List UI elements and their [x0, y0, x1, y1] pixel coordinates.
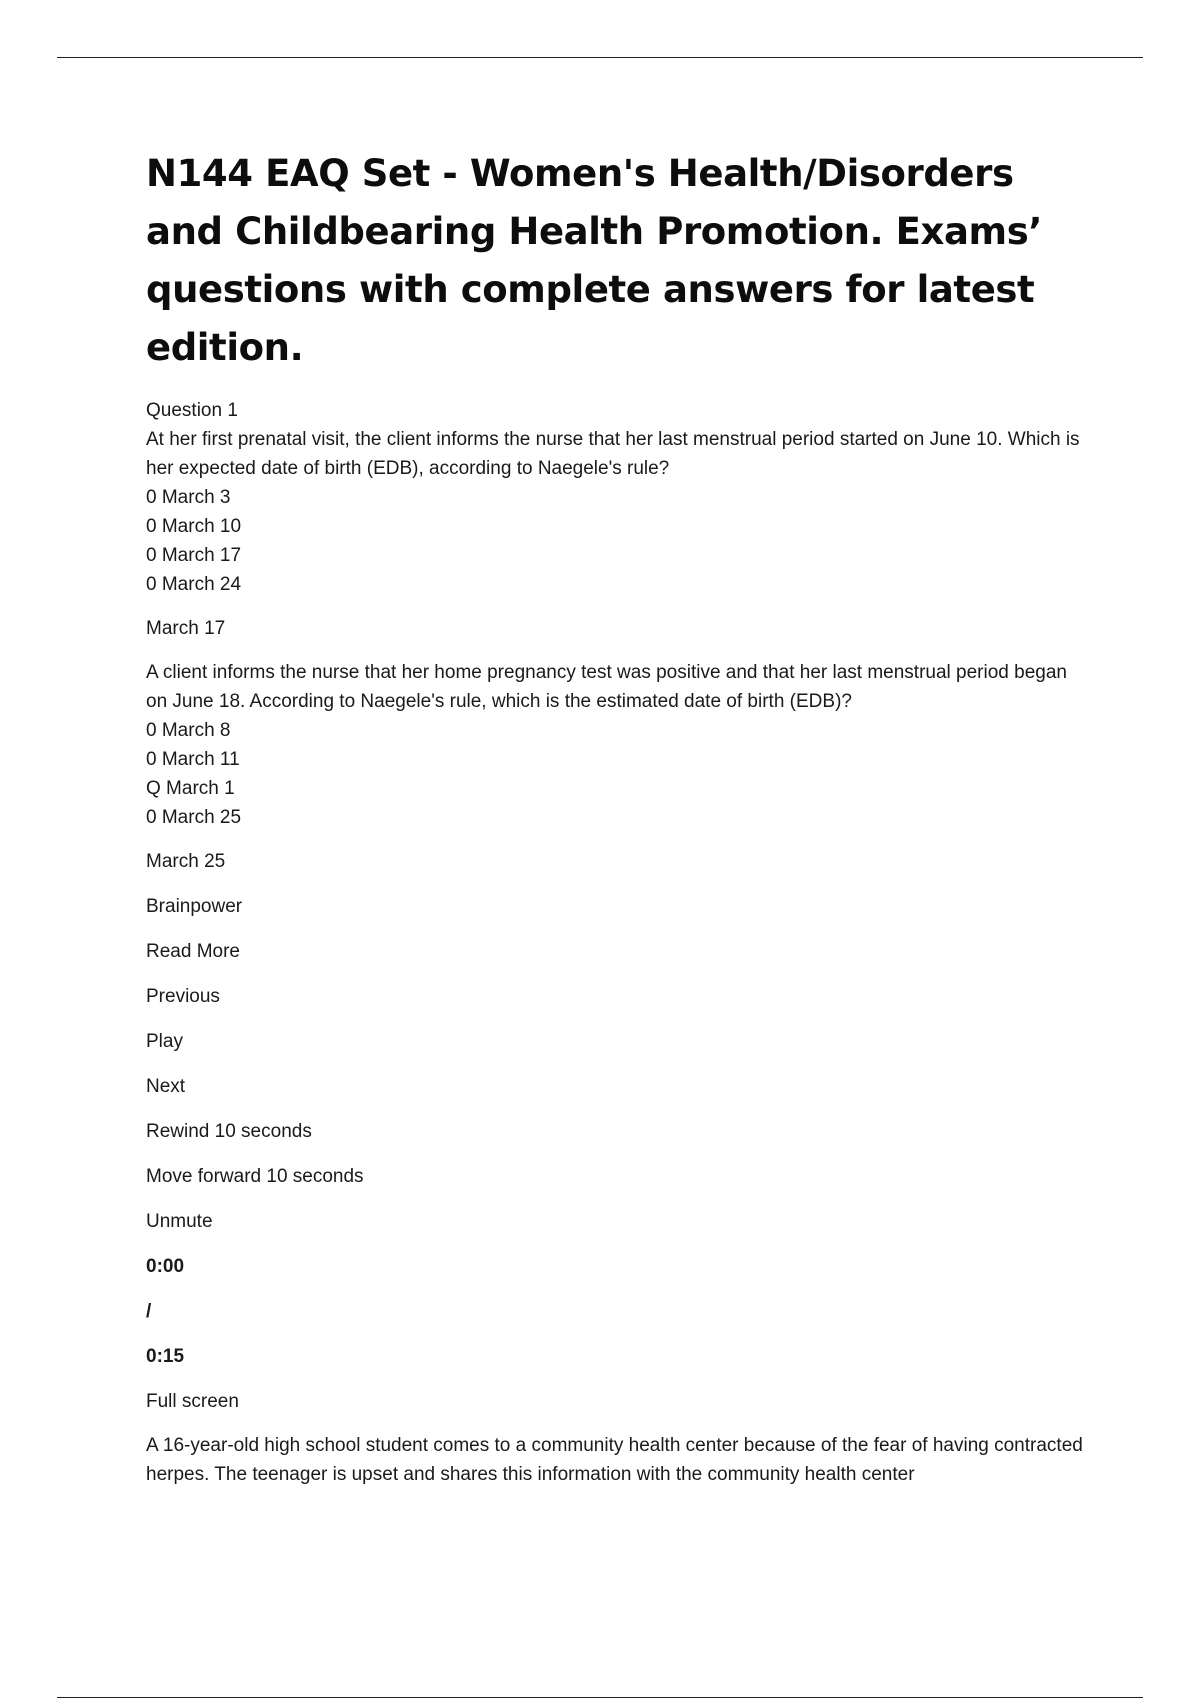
player-brand: Brainpower — [146, 896, 243, 917]
forward-button[interactable]: Move forward 10 seconds — [146, 1166, 364, 1187]
next-button[interactable]: Next — [146, 1076, 186, 1097]
question-1-answer: March 17 — [146, 618, 226, 639]
read-more-link[interactable]: Read More — [146, 941, 240, 962]
trailing-paragraph: A 16-year-old high school student comes to a community health center because of the fear of having contracted herpes. The teenager is upset and shares this information with the community health center — [146, 1435, 1083, 1485]
question-1-options — [146, 483, 1086, 599]
rewind-button[interactable]: Rewind 10 seconds — [146, 1121, 312, 1142]
fullscreen-button[interactable]: Full screen — [146, 1391, 239, 1412]
play-button[interactable]: Play — [146, 1031, 183, 1052]
unmute-button[interactable]: Unmute — [146, 1211, 213, 1232]
current-time: 0:00 — [146, 1256, 185, 1277]
option-item: 0 March 17 — [146, 545, 242, 566]
option-item: 0 March 25 — [146, 807, 242, 828]
top-rule — [57, 57, 1143, 58]
question-2-answer: March 25 — [146, 851, 226, 872]
option-item: 0 March 24 — [146, 574, 242, 595]
question-1-label: Question 1 — [146, 400, 238, 421]
duration: 0:15 — [146, 1346, 185, 1367]
page-title: N144 EAQ Set - Women's Health/Disorders and Childbearing Health Promotion. Exams’ questions with complete answers for latest edition. — [146, 152, 1042, 369]
bottom-rule — [57, 1697, 1143, 1698]
question-2-text: A client informs the nurse that her home pregnancy test was positive and that her last menstrual period began on June 18. According to Naegele's rule, which is the estimated date of birth (EDB)? — [146, 662, 1067, 712]
question-2-options — [146, 716, 1086, 832]
option-item: 0 March 8 — [146, 720, 231, 741]
document-body — [146, 145, 1086, 1489]
previous-button[interactable]: Previous — [146, 986, 220, 1007]
option-item: 0 March 3 — [146, 487, 231, 508]
option-item: 0 March 10 — [146, 516, 242, 537]
question-1-text: At her first prenatal visit, the client informs the nurse that her last menstrual period started on June 10. Which is her expected date of birth (EDB), according to Naegele's rule? — [146, 429, 1080, 479]
option-item: 0 March 11 — [146, 749, 240, 770]
option-item: Q March 1 — [146, 778, 235, 799]
time-separator: / — [146, 1301, 152, 1322]
